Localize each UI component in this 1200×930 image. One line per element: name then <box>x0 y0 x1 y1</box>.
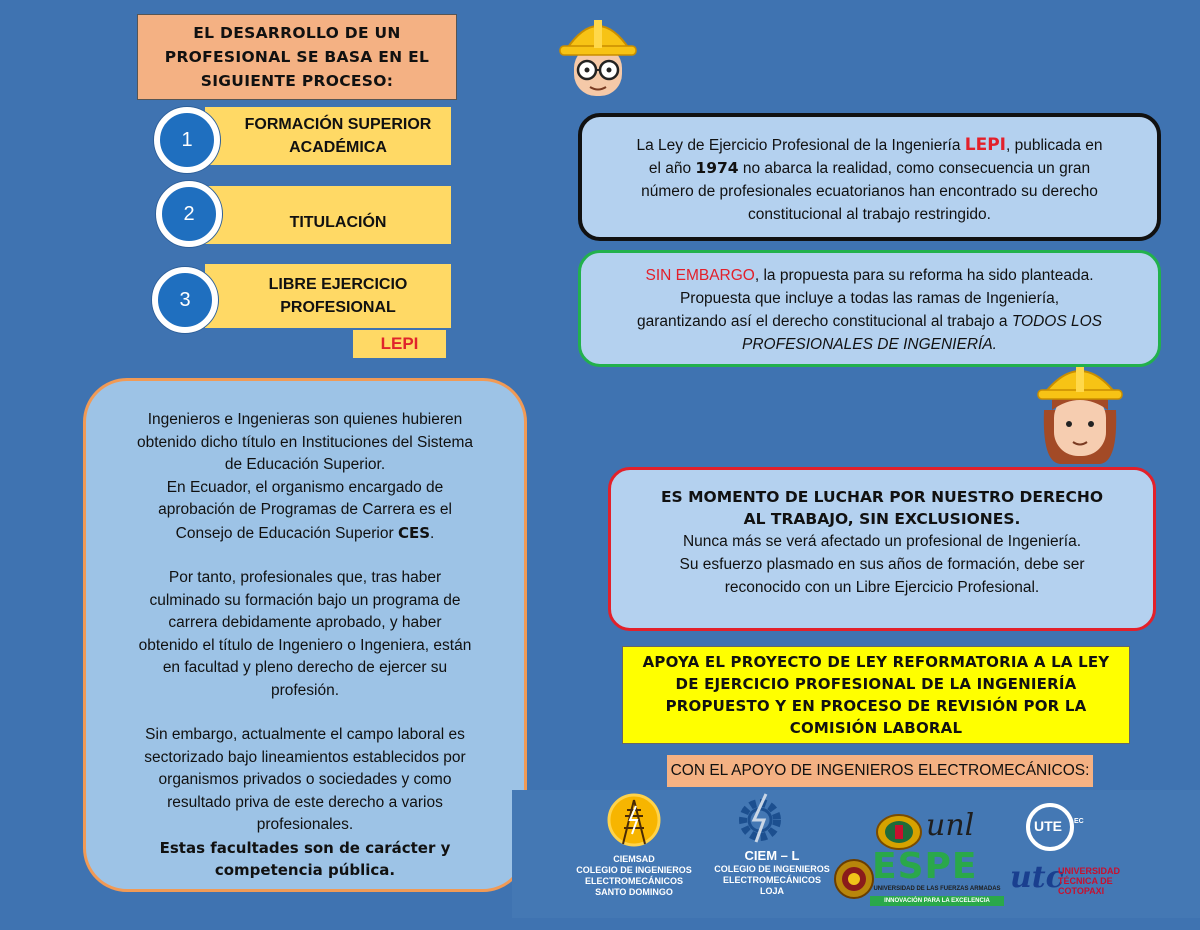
reform-line <box>599 310 1140 333</box>
however-highlight: SIN EMBARGO <box>645 267 755 284</box>
utc-wordmark: utc <box>1010 860 1064 895</box>
reform-line: PROFESIONALES DE INGENIERÍA. <box>742 336 997 353</box>
step-1-label: FORMACIÓN SUPERIOR <box>244 116 432 133</box>
ciemsad-name: CIEMSAD <box>613 854 655 864</box>
ute-wordmark: UTE <box>1034 818 1062 834</box>
step-1-banner <box>205 107 451 165</box>
info-line: resultado priva de este derecho a varios <box>167 793 443 811</box>
info-line: sectorizado bajo lineamientos establecidos por <box>144 748 466 766</box>
ciemsad-line: ELECTROMECÁNICOS <box>584 876 683 886</box>
info-line <box>112 522 498 546</box>
info-line: en facultad y pleno derecho de ejercer su <box>162 659 448 676</box>
info-line: Ingenieros e Ingenieras son quienes hubieren <box>147 411 463 428</box>
ciem-l-label <box>712 848 832 897</box>
ciemsad-line: COLEGIO DE INGENIEROS <box>576 865 692 875</box>
ciemsad-label <box>576 854 692 898</box>
process-title <box>137 14 457 100</box>
info-line: organismos privados o sociedades y como <box>158 771 452 788</box>
law-text: no abarca la realidad, como consecuencia un gran <box>738 160 1091 177</box>
step-3-number-badge <box>152 267 218 333</box>
reform-text: garantizando así el derecho constitucional al trabajo a <box>637 313 1012 330</box>
lepi-tag: LEPI <box>353 330 446 358</box>
espe-motto: INNOVACIÓN PARA LA EXCELENCIA <box>870 896 1004 906</box>
ciemsad-logo-icon <box>606 790 662 852</box>
step-1-number-badge <box>154 107 220 173</box>
process-title-line: PROFESIONAL SE BASA EN EL <box>164 48 430 66</box>
law-text: La Ley de Ejercicio Profesional de la Ingeniería <box>636 137 965 154</box>
engineer-girl-illustration <box>1030 350 1130 466</box>
ces-acronym: CES <box>397 523 431 542</box>
step-3-number: 3 <box>179 288 191 311</box>
info-line: carrera debidamente aprobado, y haber <box>168 614 442 631</box>
info-line: obtenido dicho título en Instituciones del Sistema <box>136 433 474 451</box>
law-text: , publicada en <box>1006 137 1103 154</box>
engineer-boy-illustration <box>556 6 640 102</box>
cta-line: reconocido con un Libre Ejercicio Profesional. <box>724 579 1040 596</box>
call-to-action-callout <box>608 467 1156 631</box>
ciem-l-line: ELECTROMECÁNICOS LOJA <box>722 875 821 896</box>
info-line: profesionales. <box>256 816 354 833</box>
espe-subtitle: UNIVERSIDAD DE LAS FUERZAS ARMADAS <box>873 886 1001 892</box>
cta-line: Su esfuerzo plasmado en sus años de formación, debe ser <box>679 556 1085 573</box>
ciem-l-title: CIEM – L <box>744 848 800 863</box>
engineers-info-panel <box>83 378 527 892</box>
law-text: el año <box>648 160 696 177</box>
step-1-number: 1 <box>181 128 193 151</box>
info-text: . <box>430 524 435 542</box>
public-competence-line: Estas facultades son de carácter y <box>159 838 451 857</box>
espe-wordmark: ESPE <box>872 846 978 887</box>
year-highlight: 1974 <box>695 159 739 177</box>
reform-callout <box>578 250 1161 367</box>
all-engineers-highlight: TODOS LOS <box>1011 313 1102 330</box>
info-line: En Ecuador, el organismo encargado de <box>166 478 444 496</box>
reform-text: , la propuesta para su reforma ha sido planteada. <box>754 267 1094 284</box>
info-line: de Educación Superior. <box>224 456 386 473</box>
cta-line: Nunca más se verá afectado un profesional de Ingeniería. <box>682 533 1082 550</box>
ute-tag: EC <box>1074 818 1084 825</box>
step-3-banner <box>205 264 451 328</box>
cta-heading: ES MOMENTO DE LUCHAR POR NUESTRO DERECHO <box>660 488 1104 506</box>
law-line: número de profesionales ecuatorianos han encontrado su derecho <box>641 183 1098 200</box>
utc-line: TÉCNICA DE <box>1058 876 1113 886</box>
info-line: Por tanto, profesionales que, tras haber <box>168 569 442 586</box>
step-3-label: LIBRE EJERCICIO <box>268 276 408 293</box>
ciemsad-line: SANTO DOMINGO <box>595 887 673 897</box>
reform-line <box>599 264 1140 287</box>
step-2-number: 2 <box>183 202 195 225</box>
law-line <box>598 157 1141 180</box>
public-competence-line: competencia pública. <box>214 861 396 879</box>
cta-heading: AL TRABAJO, SIN EXCLUSIONES. <box>743 510 1021 528</box>
utc-label <box>1058 866 1120 896</box>
process-title-line: EL DESARROLLO DE UN <box>193 24 401 42</box>
support-line: PROPUESTO Y EN PROCESO DE REVISIÓN POR LA <box>665 697 1087 715</box>
reform-line: Propuesta que incluye a todas las ramas de Ingeniería, <box>679 290 1060 307</box>
info-text: Consejo de Educación Superior <box>175 524 398 542</box>
ciem-l-line: COLEGIO DE INGENIEROS <box>714 864 830 874</box>
unl-wordmark: unl <box>926 808 975 843</box>
support-line: DE EJERCICIO PROFESIONAL DE LA INGENIERÍA <box>675 675 1077 693</box>
info-line: culminado su formación bajo un programa de <box>149 591 461 609</box>
step-3-label: PROFESIONAL <box>280 299 396 316</box>
process-title-line: SIGUIENTE PROCESO: <box>200 72 394 90</box>
support-line: APOYA EL PROYECTO DE LEY REFORMATORIA A LA LEY <box>642 653 1110 671</box>
lepi-law-callout <box>578 113 1161 241</box>
info-line: profesión. <box>270 681 340 699</box>
ciem-l-gear-icon <box>732 790 792 846</box>
info-line: Sin embargo, actualmente el campo laboral es <box>145 726 465 743</box>
espe-crest-icon <box>833 855 875 905</box>
info-line: obtenido el título de Ingeniero o Ingeniera, están <box>138 636 472 654</box>
law-line <box>598 134 1141 157</box>
support-line: COMISIÓN LABORAL <box>789 719 963 737</box>
step-1-label: ACADÉMICA <box>289 139 387 156</box>
step-2-label: TITULACIÓN <box>289 213 387 231</box>
info-line: aprobación de Programas de Carrera es el <box>158 501 452 518</box>
law-line: constitucional al trabajo restringido. <box>748 206 991 223</box>
lepi-highlight: LEPI <box>964 135 1006 155</box>
step-2-banner <box>205 186 451 244</box>
utc-line: COTOPAXI <box>1058 886 1105 896</box>
supporters-heading: CON EL APOYO DE INGENIEROS ELECTROMECÁNICOS: <box>667 755 1093 787</box>
step-2-number-badge <box>156 181 222 247</box>
utc-line: UNIVERSIDAD <box>1058 866 1121 876</box>
support-project-banner <box>622 646 1130 744</box>
